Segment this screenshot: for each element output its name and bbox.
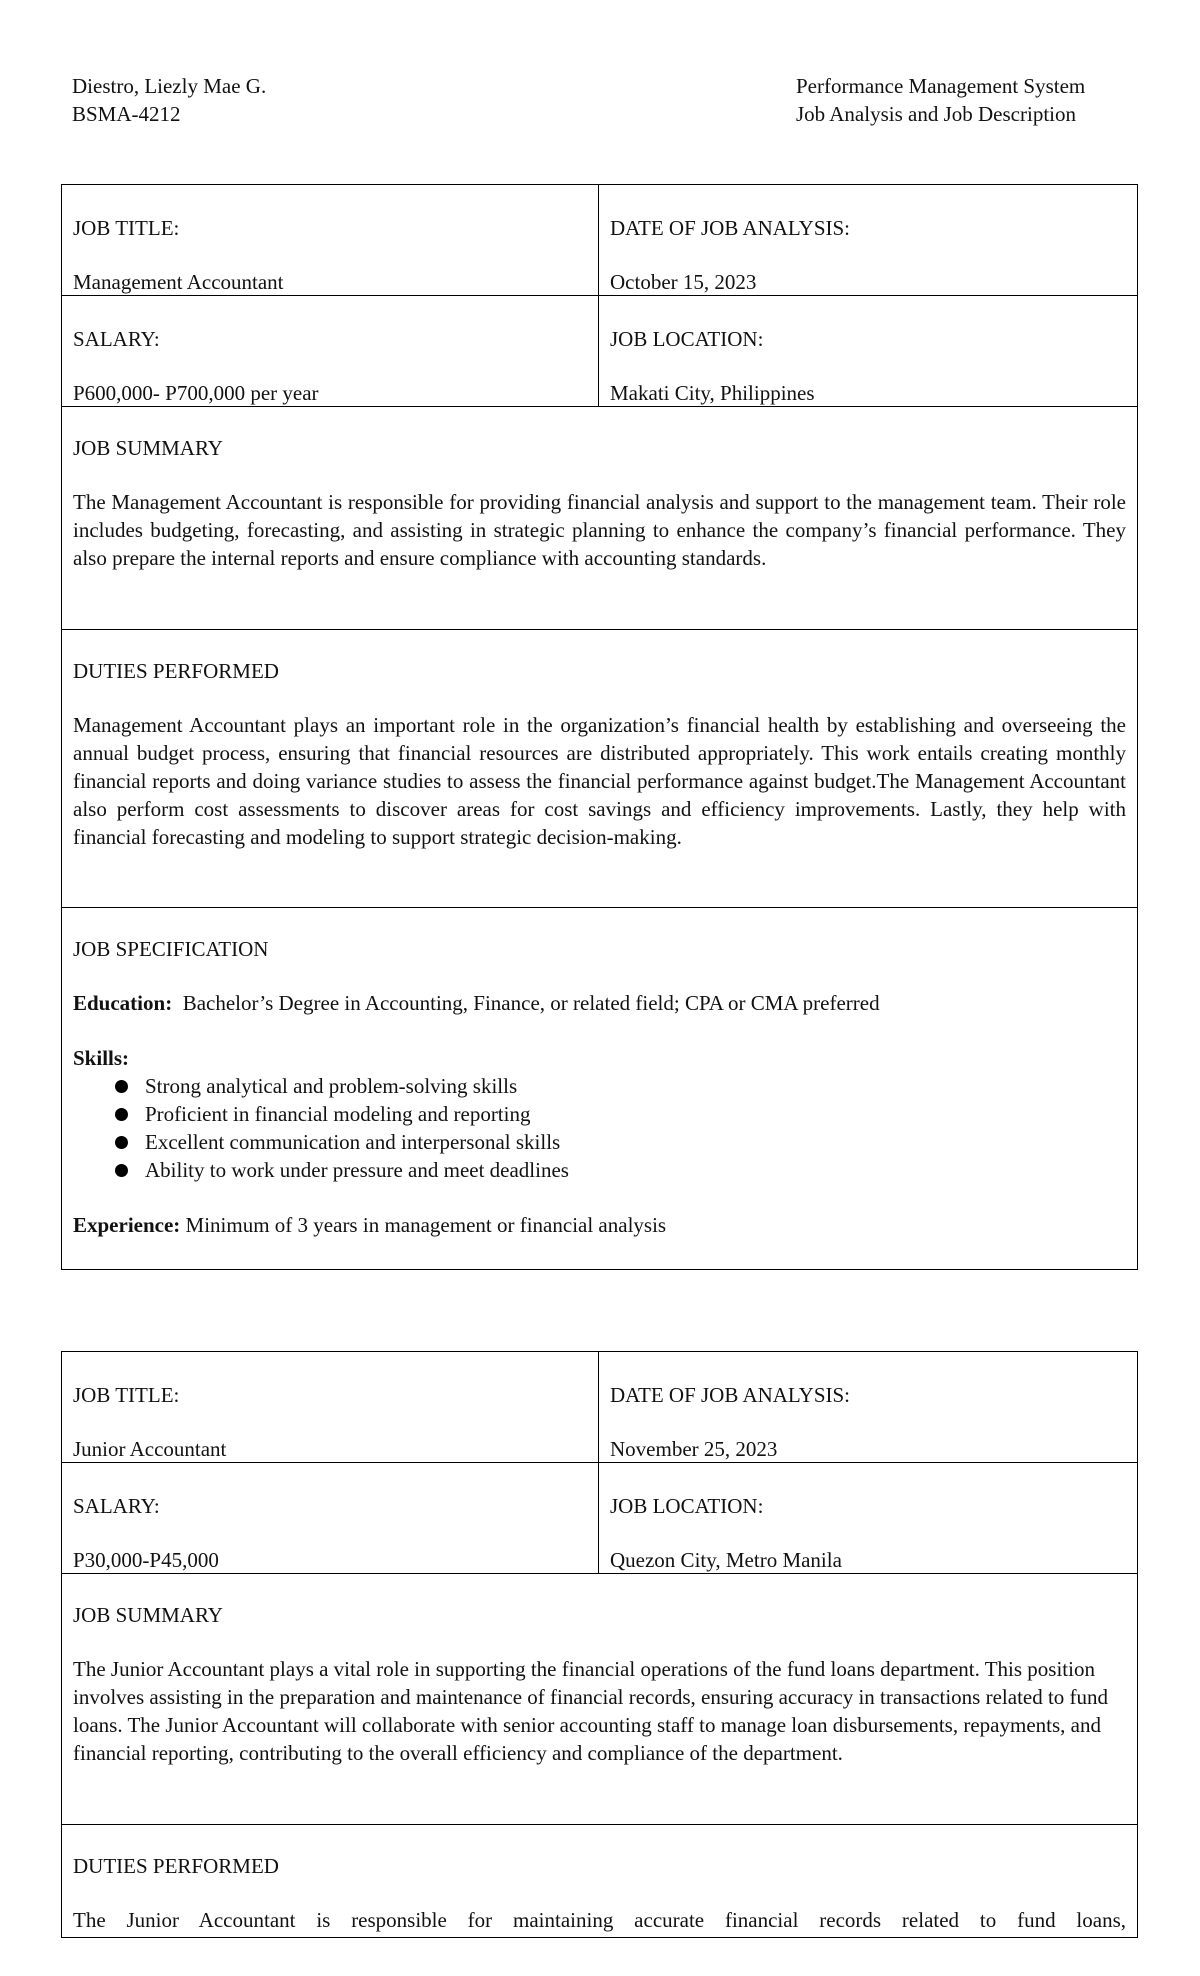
- date-cell: [599, 185, 1138, 296]
- date-cell: [599, 1352, 1138, 1463]
- job-summary-cell: [62, 1574, 1138, 1825]
- list-item: Proficient in financial modeling and reporting: [115, 1100, 1126, 1128]
- job-summary-label: JOB SUMMARY: [73, 436, 223, 460]
- job-title-value: Management Accountant: [73, 270, 284, 294]
- list-item: Ability to work under pressure and meet deadlines: [115, 1156, 1126, 1184]
- salary-value: P600,000- P700,000 per year: [73, 381, 319, 405]
- salary-label: SALARY:: [73, 1494, 160, 1518]
- skills-list: [73, 1072, 1126, 1184]
- salary-value: P30,000-P45,000: [73, 1548, 219, 1572]
- student-name: Diestro, Liezly Mae G.: [72, 74, 267, 98]
- date-label: DATE OF JOB ANALYSIS:: [610, 216, 851, 240]
- education-line: [73, 989, 1126, 1017]
- skills-label-line: [73, 1044, 1126, 1072]
- duties-text: The Junior Accountant is responsible for maintaining accurate financial records related to fund loans,: [73, 1908, 1126, 1932]
- course-title: Performance Management System: [796, 74, 1086, 98]
- job-description-table-2: [61, 1351, 1138, 1938]
- location-cell: [599, 296, 1138, 407]
- location-value: Makati City, Philippines: [610, 381, 815, 405]
- job-title-label: JOB TITLE:: [73, 216, 180, 240]
- experience-value: Minimum of 3 years in management or financial analysis: [185, 1213, 667, 1237]
- list-item: Excellent communication and interpersonal skills: [115, 1128, 1126, 1156]
- salary-label: SALARY:: [73, 327, 160, 351]
- job-title-cell: [62, 1352, 599, 1463]
- job-specification-cell: [62, 908, 1138, 1270]
- student-section: BSMA-4212: [72, 102, 181, 126]
- job-title-cell: [62, 185, 599, 296]
- job-title-label: JOB TITLE:: [73, 1383, 180, 1407]
- job-summary-text: The Management Accountant is responsible for providing financial analysis and support to the management team. Their role includes budgeting, forecasting, and assisting in strategic planning to enhance the company’s financial performance. They also prepare the internal reports and ensure compliance with accounting standards.: [73, 490, 1126, 570]
- location-cell: [599, 1463, 1138, 1574]
- salary-cell: [62, 1463, 599, 1574]
- salary-cell: [62, 296, 599, 407]
- education-value: Bachelor’s Degree in Accounting, Finance, or related field; CPA or CMA preferred: [182, 991, 880, 1015]
- location-value: Quezon City, Metro Manila: [610, 1548, 842, 1572]
- document-subject: Job Analysis and Job Description: [796, 102, 1076, 126]
- duties-label: DUTIES PERFORMED: [73, 1854, 279, 1878]
- duties-cell: [62, 630, 1138, 908]
- education-label: Education:: [73, 991, 173, 1015]
- duties-cell: [62, 1825, 1138, 1938]
- job-specification-label: JOB SPECIFICATION: [73, 937, 269, 961]
- date-value: October 15, 2023: [610, 270, 757, 294]
- list-item: Strong analytical and problem-solving skills: [115, 1072, 1126, 1100]
- job-summary-label: JOB SUMMARY: [73, 1603, 223, 1627]
- experience-label: Experience:: [73, 1213, 181, 1237]
- job-summary-text: The Junior Accountant plays a vital role in supporting the financial operations of the fund loans department. This position involves assisting in the preparation and maintenance of financial records, ensuring accuracy in transactions related to fund loans. The Junior Accountant will collaborate with senior accounting staff to manage loan disbursements, repayments, and financial reporting, contributing to the overall efficiency and compliance of the department.: [73, 1657, 1109, 1765]
- skills-label: Skills:: [73, 1046, 130, 1070]
- duties-label: DUTIES PERFORMED: [73, 659, 279, 683]
- course-info: [796, 72, 1085, 128]
- job-description-table-1: [61, 184, 1138, 1270]
- experience-line: [73, 1211, 1126, 1239]
- job-title-value: Junior Accountant: [73, 1437, 227, 1461]
- location-label: JOB LOCATION:: [610, 327, 764, 351]
- job-summary-cell: [62, 407, 1138, 630]
- location-label: JOB LOCATION:: [610, 1494, 764, 1518]
- date-value: November 25, 2023: [610, 1437, 778, 1461]
- duties-text: Management Accountant plays an important role in the organization’s financial health by establishing and overseeing the annual budget process, ensuring that financial resources are distributed appropriately. This work entails creating monthly financial reports and doing variance studies to assess the financial performance against budget.The Management Accountant also perform cost assessments to discover areas for cost savings and efficiency improvements. Lastly, they help with financial forecasting and modeling to support strategic decision-making.: [73, 713, 1126, 849]
- student-info: [72, 72, 266, 128]
- date-label: DATE OF JOB ANALYSIS:: [610, 1383, 851, 1407]
